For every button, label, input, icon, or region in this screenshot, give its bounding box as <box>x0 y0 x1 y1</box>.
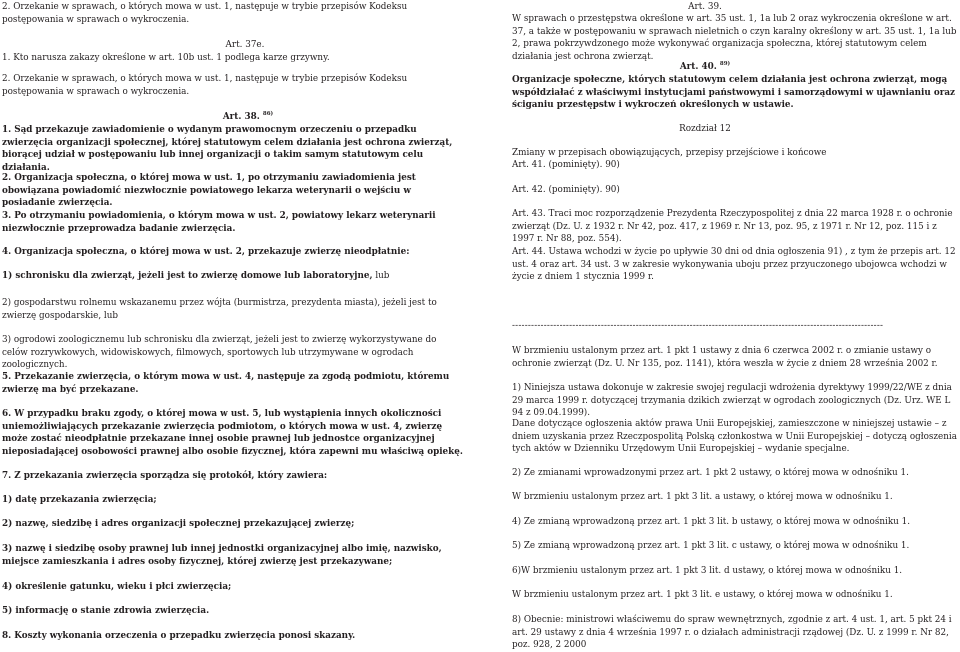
paragraph: Art. 43. Traci moc rozporządzenie Prezydenta Rzeczypospolitej z dnia 22 marca 1928 r. o ochronie zwierząt (Dz. U. z 1932 r. Nr 42, poz. 417, z 1969 r. Nr 13, poz. 95, z 1971 r. Nr 12, poz. 115 i z 1997 r. Nr 88, poz. 554). <box>512 209 953 245</box>
paragraph: Organizacje społeczne, których statutowym celem działania jest ochrona zwierząt, mogą współdziałać z właściwymi instytucjami państwowymi i samorządowymi w ujawnianiu oraz ściganiu przestępstw i wykroczeń określonych w ustawie. <box>512 75 956 111</box>
footnote: 1) Niniejsza ustawa dokonuje w zakresie swojej regulacji wdrożenia dyrektywy 1999/22/WE z dnia 29 marca 1999 r. dotyczącej trzymania dzikich zwierząt w ogrodach zoologicznych (Dz. Urz. WE L 94 z 09.04.1999). <box>512 383 952 419</box>
paragraph: 1. Kto narusza zakazy określone w art. 10b ust. 1 podlega karze grzywny. <box>2 53 330 63</box>
paragraph: 4. Organizacja społeczna, o której mowa w ust. 2, przekazuje zwierzę nieodpłatnie: <box>2 247 410 257</box>
footnote: W brzmieniu ustalonym przez art. 1 pkt 1 ustawy z dnia 6 czerwca 2002 r. o zmianie ustawy o ochronie zwierząt (Dz. U. Nr 135, poz. 1141), która weszła w życie z dniem 28 września 2002 r. <box>512 346 938 369</box>
list-item: 2) nazwę, siedzibę i adres organizacji społecznej przekazującej zwierzę; <box>2 519 355 529</box>
paragraph: 8. Koszty wykonania orzeczenia o przepadku zwierzęcia ponosi skazany. <box>2 631 356 641</box>
paragraph: 1. Sąd przekazuje zawiadomienie o wydanym prawomocnym orzeczeniu o przepadku zwierzęcia organizacji społecznej, której statutowym celem działania jest ochrona zwierząt, biorącej udział w postępowaniu lub innej organizacji o takim samym statutowym celu działania. <box>2 125 453 173</box>
footnote: Dane dotyczące ogłoszenia aktów prawa Unii Europejskiej, zamieszczone w niniejszej ustawie – z dniem uzyskania przez Rzeczpospolitą Polską członkostwa w Unii Europejskiej – dotyczą ogłoszenia tych aktów w Dzienniku Urzędowym Unii Europejskiej – wydanie specjalne. <box>512 419 957 455</box>
paragraph: W sprawach o przestępstwa określone w art. 35 ust. 1, 1a lub 2 oraz wykroczenia określone w art. 37, a także w postępowaniu w sprawach nieletnich o czyn karalny określony w art. 35 ust. 1, 1a lub 2, prawa pokrzywdzonego może wykonywać organizacja społeczna, której statutowym celem działania jest ochrona zwierząt. <box>512 14 957 62</box>
paragraph: 5. Przekazanie zwierzęcia, o którym mowa w ust. 4, następuje za zgodą podmiotu, któremu zwierzę ma być przekazane. <box>2 372 450 395</box>
footnote: 6)W brzmieniu ustalonym przez art. 1 pkt 3 lit. d ustawy, o której mowa w odnośniku 1. <box>512 566 903 576</box>
paragraph: 2. Orzekanie w sprawach, o których mowa w ust. 1, następuje w trybie przepisów Kodeksu postępowania w sprawach o wykroczenia. <box>2 74 408 97</box>
chapter-heading: Rozdział 12 <box>679 124 731 134</box>
separator-line: --------------------------------------------------------------------------------------------------------------------- <box>512 321 884 331</box>
paragraph: Art. 41. (pominięty). 90) <box>512 160 620 170</box>
footnote: 2) Ze zmianami wprowadzonymi przez art. 1 pkt 2 ustawy, o której mowa w odnośniku 1. <box>512 468 909 478</box>
footnote: W brzmieniu ustalonym przez art. 1 pkt 3 lit. a ustawy, o której mowa w odnośniku 1. <box>512 492 893 502</box>
footnote: 4) Ze zmianą wprowadzoną przez art. 1 pkt 3 lit. b ustawy, o której mowa w odnośniku 1. <box>512 517 911 527</box>
footnote-marker: 86) <box>262 111 274 118</box>
article-heading: Art. 38. $^{86)}$ <box>222 111 274 122</box>
paragraph: 6. W przypadku braku zgody, o której mowa w ust. 5, lub wystąpienia innych okoliczności uniemożliwiających przekazanie zwierzęcia podmiotom, o których mowa w ust. 4, zwierzę może zostać nieodpłatnie przekazane innej osobie prawnej lub jednostce organizacyjnej nieposiadającej osobowości prawnej albo osobie fizycznej, która zapewni mu właściwą opiekę. <box>2 409 463 457</box>
paragraph: Art. 42. (pominięty). 90) <box>512 185 620 195</box>
footnote: 8) Obecnie: ministrowi właściwemu do spraw wewnętrznych, zgodnie z art. 4 ust. 1, art. 5 pkt 24 i art. 29 ustawy z dnia 4 września 1997 r. o działach administracji rządowej (Dz. U. z 1999 r. Nr 82, poz. 928, 2 2000 <box>512 615 952 651</box>
article-heading: Art. 37e. <box>225 40 265 50</box>
paragraph: 7. Z przekazania zwierzęcia sporządza się protokół, który zawiera: <box>2 471 328 481</box>
footnote: W brzmieniu ustalonym przez art. 1 pkt 3 lit. e ustawy, o której mowa w odnośniku 1. <box>512 590 893 600</box>
paragraph: 3. Po otrzymaniu powiadomienia, o którym mowa w ust. 2, powiatowy lekarz weterynarii niezwłocznie przeprowadza badanie zwierzęcia. <box>2 211 436 234</box>
list-item: 3) nazwę i siedzibę osoby prawnej lub innej jednostki organizacyjnej albo imię, nazwisko, miejsce zamieszkania i adres osoby fizycznej, której zwierzę jest przekazywane; <box>2 544 442 567</box>
article-heading: Art. 39. <box>688 2 722 12</box>
footnote-marker: 89) <box>719 61 731 68</box>
paragraph: Zmiany w przepisach obowiązujących, przepisy przejściowe i końcowe <box>512 148 827 158</box>
paragraph: Art. 44. Ustawa wchodzi w życie po upływie 30 dni od dnia ogłoszenia 91) , z tym że przepis art. 12 ust. 4 oraz art. 34 ust. 3 w zakresie wykonywania uboju przez przyuczonego ubojowca wchodzi w życie z dniem 1 stycznia 1999 r. <box>512 247 956 283</box>
list-item: 1) datę przekazania zwierzęcia; <box>2 495 157 505</box>
list-item: 1) schronisku dla zwierząt, jeżeli jest to zwierzę domowe lub laboratoryjne, lub <box>2 271 390 281</box>
list-item: 5) informację o stanie zdrowia zwierzęcia. <box>2 606 210 616</box>
list-item: 3) ogrodowi zoologicznemu lub schronisku dla zwierząt, jeżeli jest to zwierzę wykorzystywane do celów rozrywkowych, widowiskowych, filmowych, sportowych lub utrzymywane w ogrodach zoologicznych. <box>2 335 437 371</box>
paragraph: 2. Orzekanie w sprawach, o których mowa w ust. 1, następuje w trybie przepisów Kodeksu postępowania w sprawach o wykroczenia. <box>2 2 408 25</box>
footnote: 5) Ze zmianą wprowadzoną przez art. 1 pkt 3 lit. c ustawy, o której mowa w odnośniku 1. <box>512 541 910 551</box>
article-heading: Art. 40. $^{89)}$ <box>679 61 731 72</box>
list-item: 2) gospodarstwu rolnemu wskazanemu przez wójta (burmistrza, prezydenta miasta), jeżeli jest to zwierzę gospodarskie, lub <box>2 298 437 321</box>
paragraph: 2. Organizacja społeczna, o której mowa w ust. 1, po otrzymaniu zawiadomienia jest obowiązana powiadomić niezwłocznie powiatowego lekarza weterynarii o wejściu w posiadanie zwierzęcia. <box>2 173 416 209</box>
list-item: 4) określenie gatunku, wieku i płci zwierzęcia; <box>2 582 232 592</box>
